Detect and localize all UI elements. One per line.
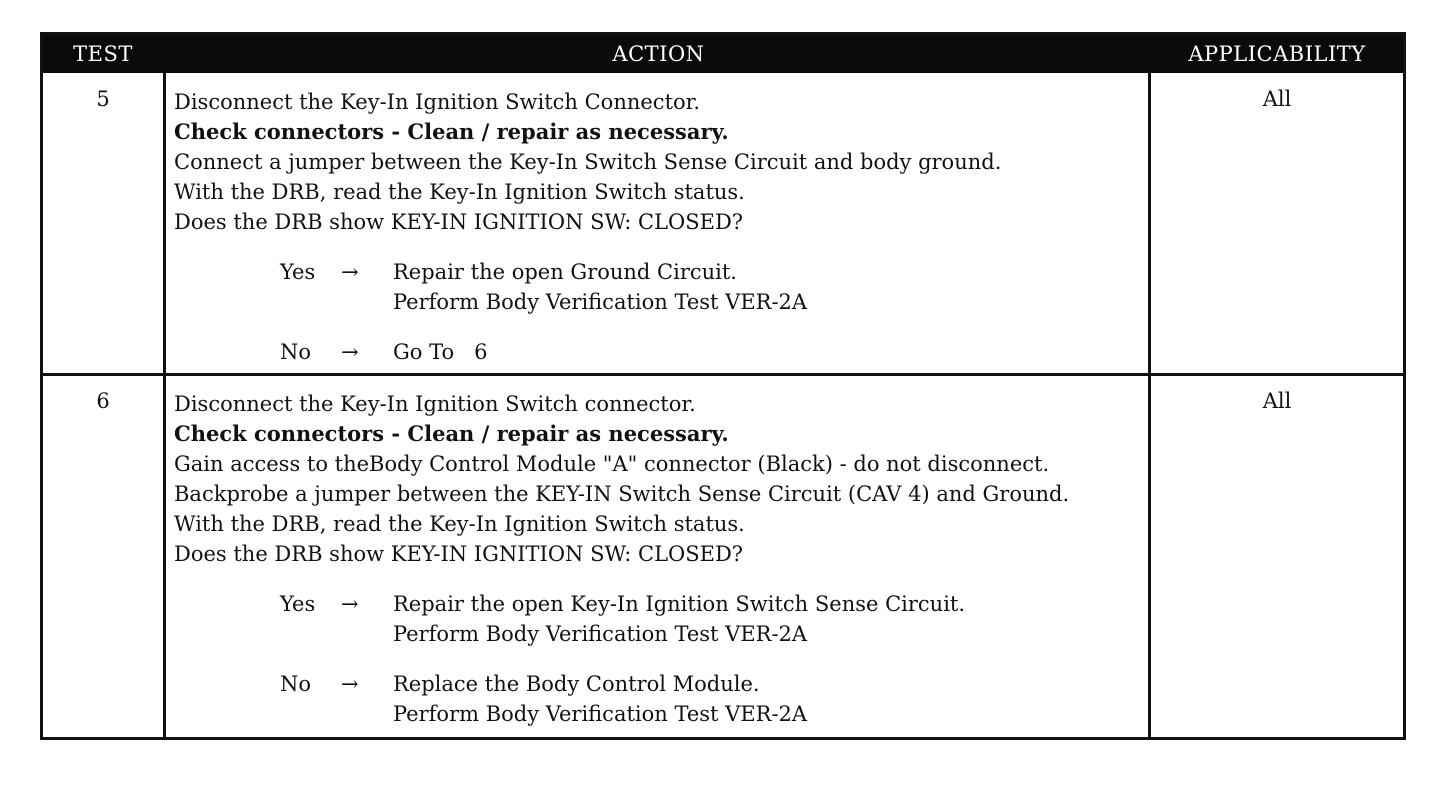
action-cell xyxy=(174,87,1154,367)
action-step: With the DRB, read the Key-In Ignition Switch status. xyxy=(174,512,745,536)
action-step: Does the DRB show KEY-IN IGNITION SW: CLOSED? xyxy=(174,542,744,566)
arrow-icon: → xyxy=(341,340,359,364)
branch-result: Replace the Body Control Module. xyxy=(393,672,760,696)
branch-result: Go To 6 xyxy=(393,340,488,364)
arrow-icon: → xyxy=(341,592,359,616)
no-branch xyxy=(174,669,1154,729)
action-step-bold: Check connectors - Clean / repair as necessary. xyxy=(174,119,729,144)
yes-branch xyxy=(174,589,1154,649)
applicability-value: All xyxy=(1262,87,1292,111)
header-test: TEST xyxy=(73,42,133,66)
test-number: 5 xyxy=(96,87,110,111)
yes-branch xyxy=(174,257,1154,317)
applicability-value: All xyxy=(1262,389,1292,413)
diagnostic-test-table xyxy=(40,32,1406,740)
column-divider xyxy=(163,73,166,737)
action-step: Backprobe a jumper between the KEY-IN Switch Sense Circuit (CAV 4) and Ground. xyxy=(174,482,1070,506)
action-step: Connect a jumper between the Key-In Switch Sense Circuit and body ground. xyxy=(174,150,1002,174)
arrow-icon: → xyxy=(341,672,359,696)
action-step: Does the DRB show KEY-IN IGNITION SW: CLOSED? xyxy=(174,210,744,234)
branch-result: Perform Body Verification Test VER-2A xyxy=(393,702,808,726)
arrow-icon: → xyxy=(341,260,359,284)
no-branch xyxy=(174,337,1154,367)
action-cell xyxy=(174,389,1154,729)
action-step: Disconnect the Key-In Ignition Switch Connector. xyxy=(174,90,701,114)
branch-label: No xyxy=(280,672,312,696)
branch-result: Perform Body Verification Test VER-2A xyxy=(393,290,808,314)
table-header xyxy=(43,35,1403,73)
header-action: ACTION xyxy=(612,42,705,66)
branch-label: Yes xyxy=(280,592,316,616)
branch-result: Repair the open Key-In Ignition Switch Sense Circuit. xyxy=(393,592,966,616)
action-step: Gain access to theBody Control Module "A" connector (Black) - do not disconnect. xyxy=(174,452,1050,476)
branch-label: Yes xyxy=(280,260,316,284)
row-divider xyxy=(43,373,1403,376)
branch-result: Repair the open Ground Circuit. xyxy=(393,260,737,284)
action-step: Disconnect the Key-In Ignition Switch connector. xyxy=(174,392,696,416)
branch-result: Perform Body Verification Test VER-2A xyxy=(393,622,808,646)
action-step-bold: Check connectors - Clean / repair as necessary. xyxy=(174,421,729,446)
header-applicability: APPLICABILITY xyxy=(1188,42,1366,66)
action-step: With the DRB, read the Key-In Ignition Switch status. xyxy=(174,180,745,204)
test-number: 6 xyxy=(96,389,110,413)
branch-label: No xyxy=(280,340,312,364)
